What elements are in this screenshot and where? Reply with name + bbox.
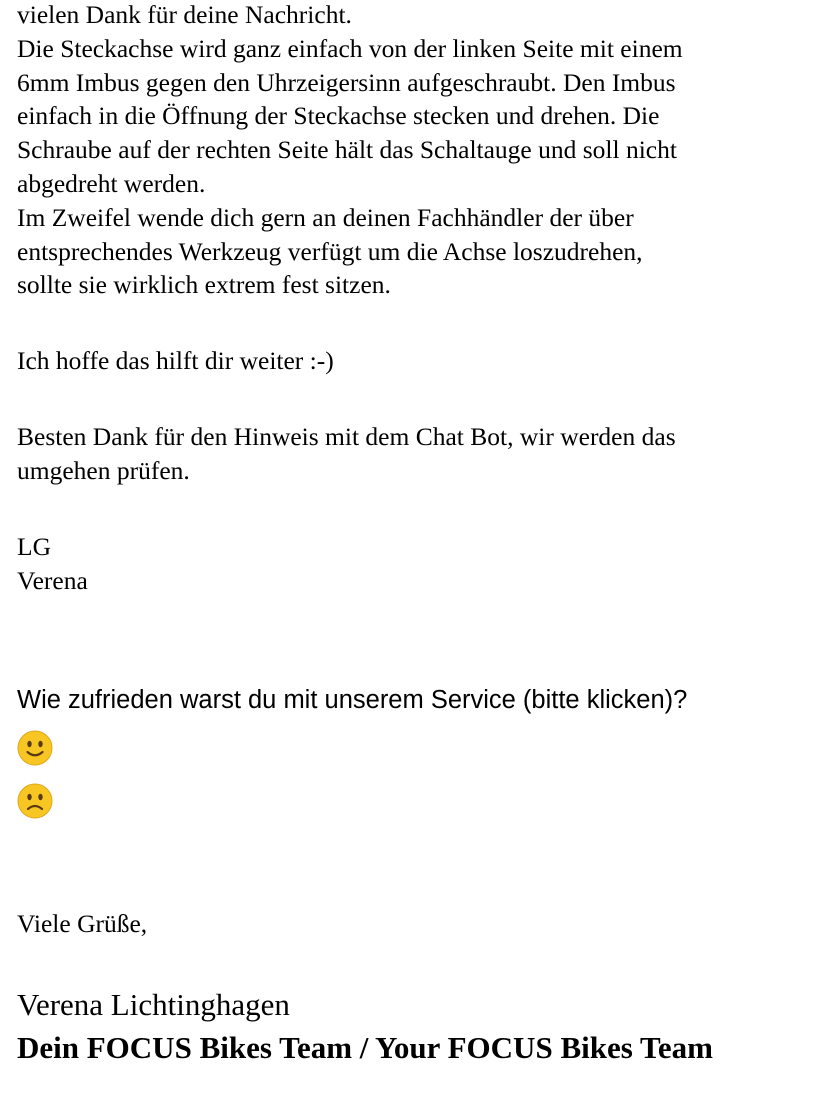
para1-line: einfach in die Öffnung der Steckachse stecken und drehen. Die bbox=[17, 101, 660, 131]
greeting-text: Viele Grüße, bbox=[17, 909, 148, 938]
signature-greeting bbox=[17, 907, 147, 941]
closing-name: Verena bbox=[17, 565, 88, 595]
closing-short: LG bbox=[17, 532, 51, 561]
closing bbox=[17, 530, 88, 598]
intro-line: vielen Dank für deine Nachricht. bbox=[17, 0, 352, 29]
signature-name: Verena Lichtinghagen bbox=[17, 987, 290, 1022]
para1-line: abgedreht werden. bbox=[17, 168, 206, 198]
hope-text: Ich hoffe das hilft dir weiter :-) bbox=[17, 346, 334, 375]
slightly-frowning-face-icon bbox=[17, 783, 53, 819]
para2-line: sollte sie wirklich extrem fest sitzen. bbox=[17, 270, 391, 300]
para1-line: 6mm Imbus gegen den Uhrzeigersinn aufgeschraubt. Den Imbus bbox=[17, 67, 676, 97]
thanks-paragraph bbox=[17, 420, 676, 488]
slightly-smiling-face-icon bbox=[17, 730, 53, 766]
rating-happy-link[interactable] bbox=[17, 730, 53, 767]
thanks-line: Besten Dank für den Hinweis mit dem Chat Bot, wir werden das bbox=[17, 422, 676, 451]
para1-line: Schraube auf der rechten Seite hält das Schaltauge und soll nicht bbox=[17, 135, 677, 165]
signature-team: Dein FOCUS Bikes Team / Your FOCUS Bikes Team bbox=[17, 1030, 713, 1065]
hope-line bbox=[17, 344, 334, 378]
rating-unhappy-link[interactable] bbox=[17, 783, 53, 820]
para1-line: Die Steckachse wird ganz einfach von der linken Seite mit einem bbox=[17, 33, 683, 63]
thanks-line: umgehen prüfen. bbox=[17, 455, 190, 485]
para2-line: Im Zweifel wende dich gern an deinen Fachhändler der über bbox=[17, 202, 634, 232]
message-text bbox=[17, 0, 683, 302]
survey-question: Wie zufrieden warst du mit unserem Service (bitte klicken)? bbox=[17, 686, 688, 714]
para2-line: entsprechendes Werkzeug verfügt um die Achse loszudrehen, bbox=[17, 236, 643, 266]
